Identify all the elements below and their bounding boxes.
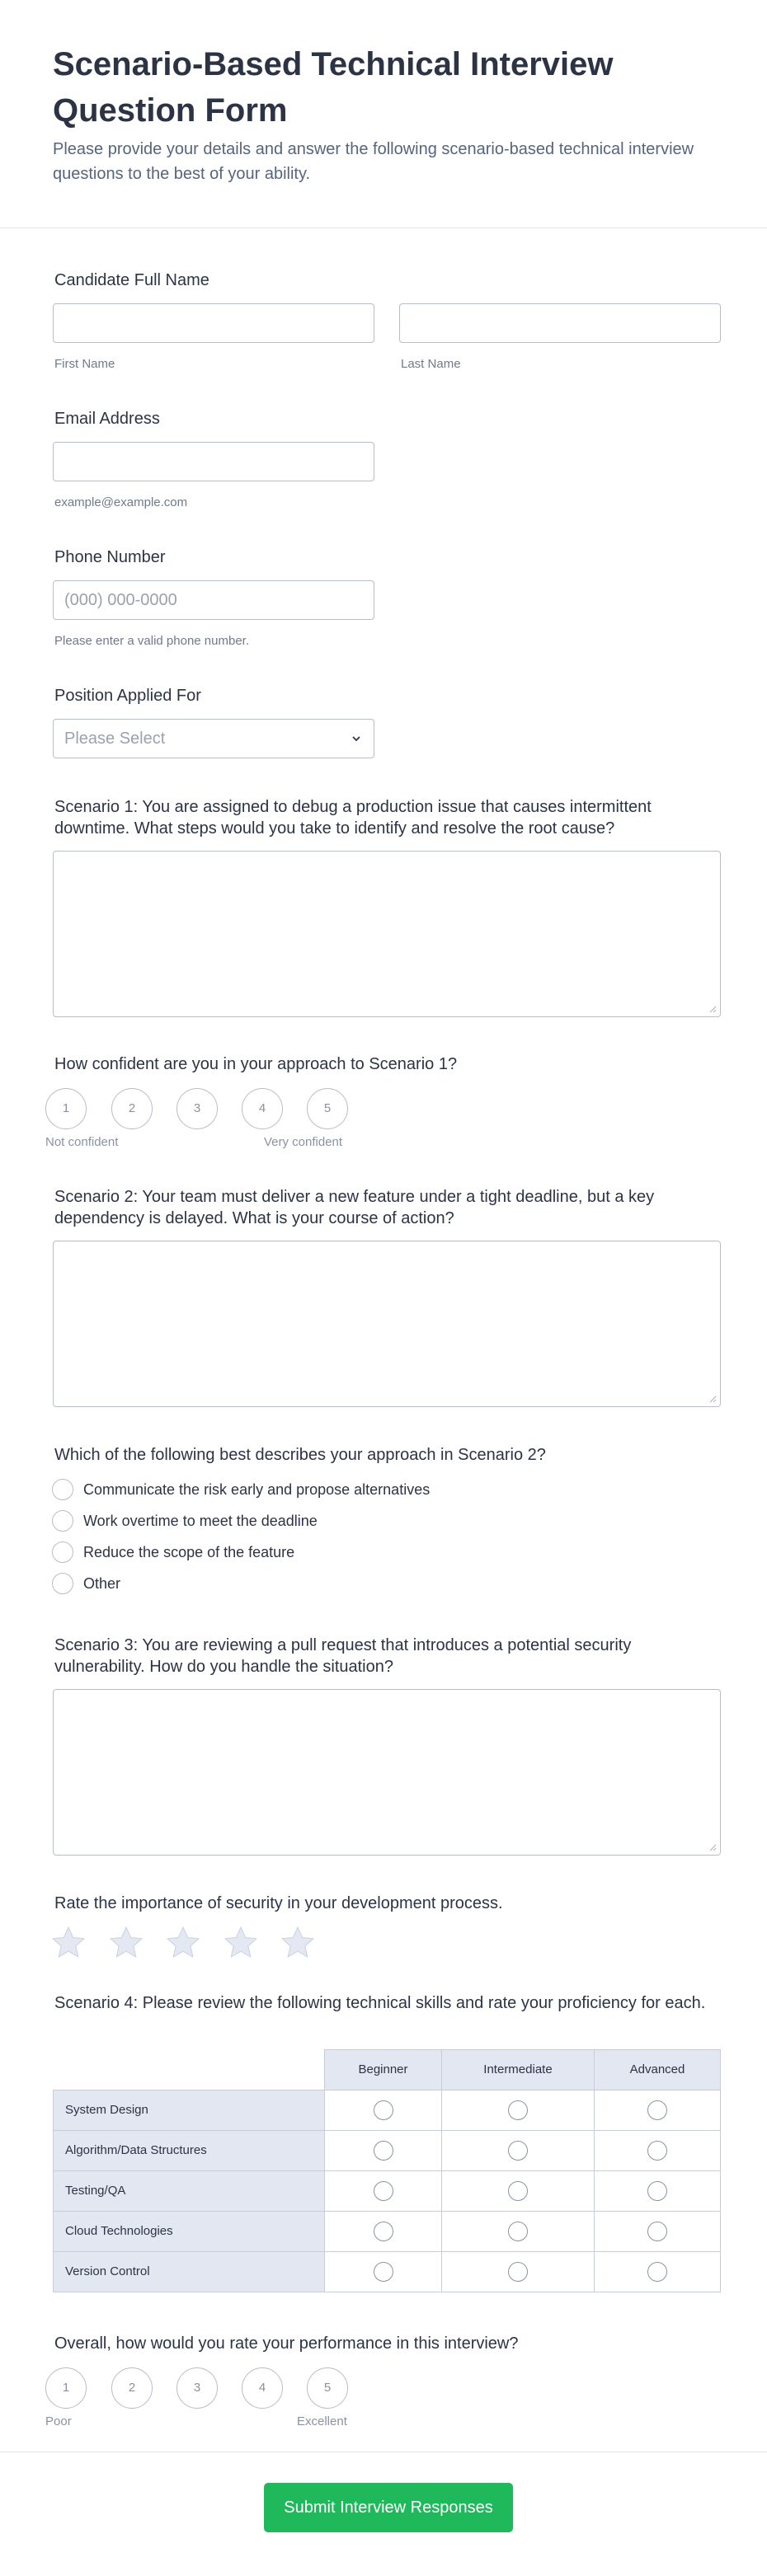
approach-option-3-label: Reduce the scope of the feature: [83, 1544, 295, 1560]
phone-input[interactable]: (000) 000-0000: [53, 580, 374, 620]
approach-label: Which of the following best describes your approach in Scenario 2?: [54, 1446, 546, 1464]
matrix-radio[interactable]: [647, 2222, 667, 2241]
matrix-cell[interactable]: [594, 2251, 721, 2292]
matrix-radio[interactable]: [374, 2100, 393, 2120]
overall-option-3[interactable]: 3: [176, 2367, 218, 2409]
matrix-col-intermediate: Intermediate: [441, 2049, 595, 2090]
matrix-cell[interactable]: [324, 2170, 442, 2212]
matrix-row-label: Testing/QA: [53, 2170, 325, 2212]
scenario1-label: Scenario 1: You are assigned to debug a production issue that causes intermittent downtime. What steps would you take to identify and resolve the root cause?: [54, 798, 652, 838]
matrix-radio[interactable]: [647, 2100, 667, 2120]
email-label: Email Address: [54, 410, 160, 428]
matrix-radio[interactable]: [374, 2181, 393, 2201]
matrix-row-label: Cloud Technologies: [53, 2211, 325, 2252]
scenario1-textarea[interactable]: [53, 851, 721, 1017]
form-title: Scenario-Based Technical Interview Question Form: [53, 46, 614, 129]
matrix-radio[interactable]: [647, 2141, 667, 2161]
scenario3-textarea[interactable]: [53, 1689, 721, 1856]
scenario4-label: Scenario 4: Please review the following technical skills and rate your proficiency for each.: [54, 1994, 706, 2012]
last-name-sublabel: Last Name: [401, 357, 461, 371]
matrix-radio[interactable]: [508, 2181, 528, 2201]
matrix-cell[interactable]: [324, 2090, 442, 2131]
resize-grip-icon[interactable]: [708, 1843, 717, 1851]
confidence-option-4[interactable]: 4: [242, 1088, 283, 1129]
confidence-option-2[interactable]: 2: [111, 1088, 153, 1129]
star-icon-3[interactable]: [165, 1925, 201, 1961]
matrix-cell[interactable]: [594, 2211, 721, 2252]
matrix-cell[interactable]: [324, 2130, 442, 2171]
approach-option-1-label: Communicate the risk early and propose alternatives: [83, 1481, 431, 1498]
matrix-cell[interactable]: [441, 2211, 595, 2252]
phone-label: Phone Number: [54, 548, 166, 566]
submit-button[interactable]: Submit Interview Responses: [264, 2483, 513, 2532]
matrix-cell[interactable]: [324, 2251, 442, 2292]
position-select[interactable]: [53, 719, 374, 758]
matrix-radio[interactable]: [374, 2141, 393, 2161]
matrix-row-label: Algorithm/Data Structures: [53, 2130, 325, 2171]
last-name-input[interactable]: [399, 303, 721, 343]
approach-option-4-label: Other: [83, 1575, 121, 1592]
scenario3-label: Scenario 3: You are reviewing a pull request that introduces a potential security vulnerability. How do you handle the situation?: [54, 1636, 632, 1676]
full-name-label: Candidate Full Name: [54, 271, 209, 289]
matrix-col-beginner: Beginner: [324, 2049, 442, 2090]
overall-high-caption: Excellent: [297, 2414, 347, 2428]
matrix-cell[interactable]: [441, 2251, 595, 2292]
confidence-high-caption: Very confident: [264, 1135, 343, 1149]
overall-option-1[interactable]: 1: [45, 2367, 87, 2409]
matrix-row-label: System Design: [53, 2090, 325, 2131]
approach-radio-2[interactable]: [52, 1510, 73, 1532]
matrix-col-advanced: Advanced: [594, 2049, 721, 2090]
matrix-row-label: Version Control: [53, 2251, 325, 2292]
approach-radio-1[interactable]: [52, 1479, 73, 1500]
matrix-cell[interactable]: [324, 2211, 442, 2252]
matrix-radio[interactable]: [508, 2141, 528, 2161]
matrix-cell[interactable]: [441, 2170, 595, 2212]
resize-grip-icon[interactable]: [708, 1005, 717, 1013]
star-icon-4[interactable]: [223, 1925, 259, 1961]
form-description: Please provide your details and answer the following scenario-based technical interview questions to the best of your ability.: [53, 140, 694, 183]
overall-option-5[interactable]: 5: [307, 2367, 348, 2409]
email-sublabel: example@example.com: [54, 495, 188, 509]
matrix-radio[interactable]: [374, 2222, 393, 2241]
star-icon-2[interactable]: [108, 1925, 144, 1961]
overall-low-caption: Poor: [45, 2414, 72, 2428]
matrix-cell[interactable]: [594, 2130, 721, 2171]
overall-option-4[interactable]: 4: [242, 2367, 283, 2409]
position-select-value: Please Select: [64, 730, 166, 748]
email-input[interactable]: [53, 442, 374, 481]
star-icon-1[interactable]: [50, 1925, 87, 1961]
phone-sublabel: Please enter a valid phone number.: [54, 634, 249, 648]
security-rating-label: Rate the importance of security in your development process.: [54, 1894, 503, 1912]
confidence-option-1[interactable]: 1: [45, 1088, 87, 1129]
position-label: Position Applied For: [54, 687, 201, 705]
matrix-radio[interactable]: [374, 2262, 393, 2282]
matrix-radio[interactable]: [647, 2181, 667, 2201]
scenario2-label: Scenario 2: Your team must deliver a new feature under a tight deadline, but a key dependency is delayed. What is your course of action?: [54, 1188, 655, 1227]
matrix-radio[interactable]: [508, 2100, 528, 2120]
chevron-down-icon: [351, 733, 362, 744]
approach-radio-4[interactable]: [52, 1573, 73, 1594]
matrix-cell[interactable]: [441, 2090, 595, 2131]
resize-grip-icon[interactable]: [708, 1395, 717, 1403]
approach-radio-3[interactable]: [52, 1541, 73, 1563]
matrix-radio[interactable]: [508, 2222, 528, 2241]
matrix-radio[interactable]: [508, 2262, 528, 2282]
confidence-option-5[interactable]: 5: [307, 1088, 348, 1129]
confidence-label: How confident are you in your approach to Scenario 1?: [54, 1055, 458, 1073]
approach-option-2-label: Work overtime to meet the deadline: [83, 1513, 318, 1529]
first-name-input[interactable]: [53, 303, 374, 343]
star-icon-5[interactable]: [280, 1925, 316, 1961]
confidence-low-caption: Not confident: [45, 1135, 119, 1149]
matrix-cell[interactable]: [441, 2130, 595, 2171]
confidence-option-3[interactable]: 3: [176, 1088, 218, 1129]
first-name-sublabel: First Name: [54, 357, 115, 371]
matrix-cell[interactable]: [594, 2090, 721, 2131]
overall-option-2[interactable]: 2: [111, 2367, 153, 2409]
matrix-cell[interactable]: [594, 2170, 721, 2212]
matrix-radio[interactable]: [647, 2262, 667, 2282]
scenario2-textarea[interactable]: [53, 1241, 721, 1407]
overall-label: Overall, how would you rate your performance in this interview?: [54, 2334, 519, 2353]
